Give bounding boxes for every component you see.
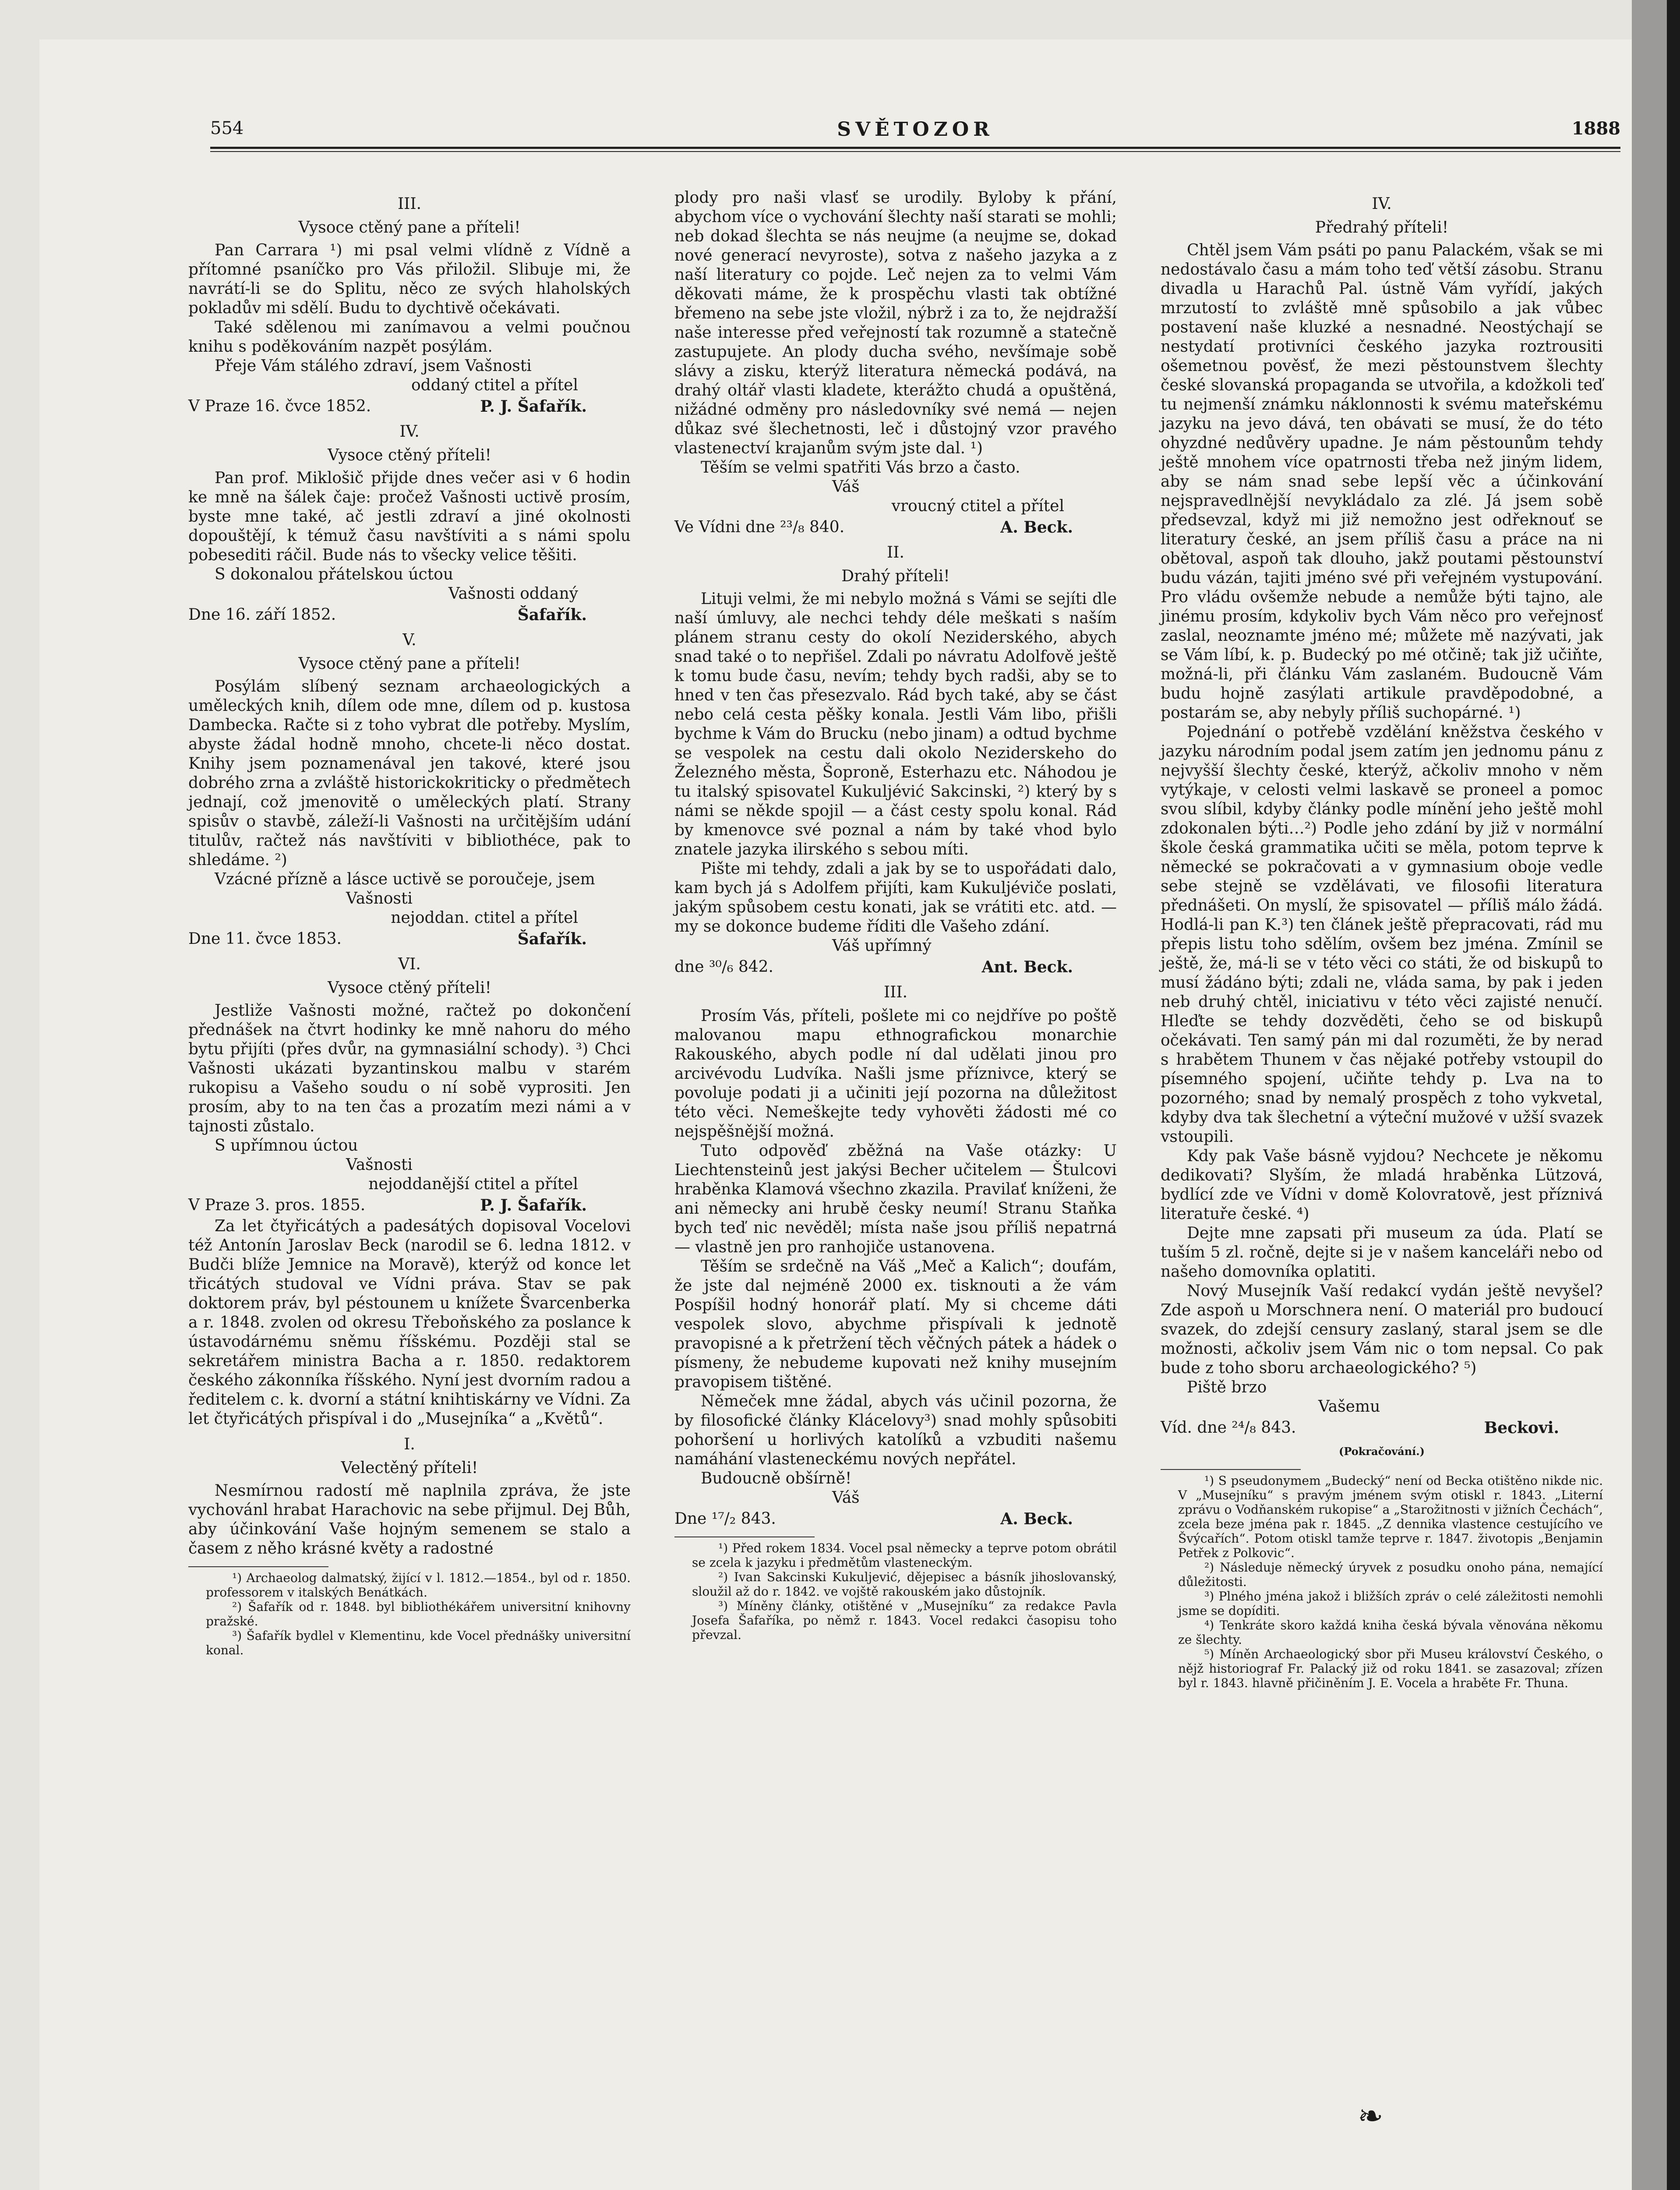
footnote: ²) Šafařík od r. 1848. byl bibliothékářem universitní knihovny pražské. xyxy=(206,1600,631,1628)
paragraph: Posýlám slíbený seznam archaeologických a uměleckých knih, dílem ode mne, dílem od p. kustosa Dambecka. Račte si z toho vybrat dle potřeby. Myslím, abyste žádal hodně mnoho, chcete-li něco dostat. Knihy jsem poznamenával jen takové, které jsou dobrého zrna a zvláště historickokriticky o předmětech jednají, což jmenovitě o uměleckých platí. Strany spisův o stavbě, záleží-li Vašnosti na určitějším udání titulův, račtež nás navštíviti v bibliothéce, pak to shledáme. ²) xyxy=(188,678,631,869)
closing-line: Vašnosti oddaný xyxy=(448,585,578,603)
paragraph: S dokonalou přátelskou úctou xyxy=(215,565,454,583)
letter-date: Dne ¹⁷/₂ 843. xyxy=(674,1510,776,1528)
paragraph: Němeček mne žádal, abych vás učinil pozorna, že by filosofické články Klácelovy³) snad mohly spůsobiti pohoršení u horlivých katolíků a vzbuditi našemu namáhání vlasteneckému nových nepřátel. xyxy=(674,1392,1117,1468)
footnote: ¹) S pseudonymem „Budecký“ není od Becka otištěno nikde nic. V „Musejníku“ s pravým jménem svým otiskl r. 1843. „Literní zprávu o Vodňanském rukopise“ a „Starožitnosti v jižních Čechách“, zcela beze jména pak r. 1845. „Z dennika vlastence cestujícího ve Švýcařích“. Potom otiskl tamže teprve r. 1847. životopis „Benjamin Petřek z Polkovic“. xyxy=(1178,1473,1603,1560)
ornament-icon: ❧ xyxy=(1358,2098,1384,2134)
footnote: ²) Následuje německý úryvek z posudku onoho pána, nemající důležitosti. xyxy=(1178,1560,1603,1589)
letter-signature: P. J. Šafařík. xyxy=(480,397,587,416)
paragraph: Těším se srdečně na Váš „Meč a Kalich“; doufám, že jste dal nejméně 2000 ex. tisknouti a že vám Pospíšil hodný honorář platí. My si chceme dáti vespolek slovo, abychme přispívali k jednotě pravopisné a k přetržení těch věčných pátek a hádek o písmeny, že nebudeme kupovati než knihy musejním pravopisem tištěné. xyxy=(674,1257,1117,1391)
salutation: Velectěný příteli! xyxy=(341,1459,478,1477)
paragraph: Pojednání o potřebě vzdělání kněžstva českého v jazyku národním podal jsem zatím jen jednomu pánu z nejvyšší šlechty české, kterýž, ačkoliv mnoho v něm vytýkaje, v celosti velmi laskavě se proneel a pomoc svou slíbil, kdyby články podle mínění jeho ještě mohl zdokonalen býti…²) Podle jeho zdání by již v normální škole česká grammatika učiti se měla, potom teprve k německé se pokračovati a v gymnasium oboje vedle sebe stejně se vzdělávati, ve filosofii literatura přednášeti. On myslí, že spisovatel — příliš málo žádá. Hodlá-li pan K.³) ten článek ještě přepracovati, rád mu přepis listu toho sdělím, ovšem bez jména. Zmínil se ještě, že, má-li se v této věci co státi, že od biskupů to musí žádáno býti; zdali ne, vláda sama, by pak i jeden neb druhý chtěl, iniciativu v této věci zajisté nenučí. Hleďte se tehdy dozvěděti, čeho se od biskupů očekávati. Ten samý pán mi dal rozuměti, že by nerad s hrabětem Thunem v čas nějaké potřeby vstoupil do písemného spojení, učiňte tehdy p. Lva na to pozorného; snad by nemalý prospěch z toho vykvetal, kdyby dva tak šlechetní a výteční mužové v užší svazek vstoupili. xyxy=(1161,723,1603,1146)
letter-signature: Ant. Beck. xyxy=(981,958,1073,976)
footnote: ³) Šafařík bydlel v Klementinu, kde Vocel přednášky universitní konal. xyxy=(206,1628,631,1657)
signature-line xyxy=(1161,1418,1603,1438)
paragraph: Budoucně obšírně! xyxy=(701,1469,852,1487)
paragraph: Pište mi tehdy, zdali a jak by se to uspořádati dalo, kam bych já s Adolfem přijíti, kam Kukuljéviče poslati, jakým spůsobem cestu konati, jak se vrátiti etc. atd. — my se dokonce budeme říditi dle Vašeho zdání. xyxy=(674,860,1117,936)
paragraph: Kdy pak Vaše básně vyjdou? Nechcete je někomu dedikovati? Slyším, že mladá hraběnka Lützová, bydlící zde ve Vídni v domě Kolovratově, jest příznivá literatuře české. ⁴) xyxy=(1161,1147,1603,1223)
letter-date: Víd. dne ²⁴/₈ 843. xyxy=(1161,1419,1296,1437)
signature-line xyxy=(188,397,631,416)
paragraph: Jestliže Vašnosti možné, račtež po dokončení přednášek na čtvrt hodinky ke mně nahoru do mého bytu přijíti (přes dvůr, na gymnasiální schody). ³) Chci Vašnosti ukázati byzantinskou malbu v starém rukopisu a Vašeho soudu o ní sobě vyprositi. Jen prosím, aby to na ten čas a prozatím mezi námi a v tajnosti zůstalo. xyxy=(188,1002,631,1135)
signature-line xyxy=(188,1196,631,1215)
scan-edge xyxy=(1632,0,1667,2190)
closing-line: oddaný ctitel a přítel xyxy=(411,376,578,394)
paragraph: Přeje Vám stálého zdraví, jsem Vašnosti xyxy=(215,357,532,375)
letter-date: Ve Vídni dne ²³/₈ 840. xyxy=(674,518,845,536)
section-heading: VI. xyxy=(398,955,421,973)
footnote-rule xyxy=(1161,1469,1301,1470)
section-heading: III. xyxy=(883,983,908,1001)
section-heading: II. xyxy=(887,544,904,562)
section-heading: IV. xyxy=(399,423,420,441)
letter-signature: P. J. Šafařík. xyxy=(480,1196,587,1215)
section-heading: V. xyxy=(402,631,416,649)
paragraph: Vzácné přízně a lásce uctivě se poroučeje, jsem xyxy=(215,870,595,888)
closing-line: nejoddanější ctitel a přítel xyxy=(368,1175,578,1193)
column-middle xyxy=(674,188,1117,1642)
letter-signature: Šafařík. xyxy=(517,930,587,948)
footnote: ¹) Archaeolog dalmatský, žijící v l. 1812.—1854., byl od r. 1850. professorem v italských Benátkách. xyxy=(206,1571,631,1600)
paragraph: Pan prof. Miklošič přijde dnes večer asi v 6 hodin ke mně na šálek čaje: pročež Vašnosti uctivě prosím, byste mne také, ač jestli zdraví a jiné okolnosti dopouštějí, k témuž času navštíviti a s námi spolu pobesediti ráčil. Bude nás to všecky velice těšiti. xyxy=(188,469,631,564)
footnote: ⁵) Míněn Archaeologický sbor při Museu království Českého, o nějž historiograf Fr. Palacký již od roku 1841. se zasazoval; zřízen byl r. 1843. hlavně přičiněním J. E. Vocela a hraběte Fr. Thuna. xyxy=(1178,1647,1603,1690)
journal-title: SVĚTOZOR xyxy=(837,118,994,141)
paragraph: Nový Musejník Vaší redakcí vydán ještě nevyšel? Zde aspoň u Morschnera není. O materiál pro budoucí svazek, do zdejší censury zaslaný, staral jsem se dle možnosti, ačkoliv jsem Vám nic o tom nepsal. Co pak bude z toho sboru archaeologického? ⁵) xyxy=(1161,1282,1603,1377)
closing-line: Vašnosti xyxy=(346,890,413,908)
section-heading: III. xyxy=(397,195,422,213)
paragraph: Tuto odpověď zběžná na Vaše otázky: U Liechtensteinů jest jakýsi Becher učitelem — Štulcovi hraběnka Klamová všechno zkazila. Pravilať kníženi, že ani německy ani hrubě česky neumí! Stranu Staňka bych teď nic nevěděl; místa naše jsou příliš nepatrná — vlastně jen pro ranhojiče ustanovena. xyxy=(674,1142,1117,1256)
paragraph: Také sdělenou mi zanímavou a velmi poučnou knihu s poděkováním nazpět posýlám. xyxy=(188,318,631,356)
closing-line: vroucný ctitel a přítel xyxy=(891,497,1064,515)
signature-line xyxy=(674,1509,1117,1529)
paragraph: Nesmírnou radostí mě naplnila zpráva, že jste vychovánl hrabat Harachovic na sebe přijmul. Dej Bůh, aby účinkování Vaše hojným semenem se stalo a časem z něho krásné květy a radostné xyxy=(188,1482,631,1558)
letter-signature: Beckovi. xyxy=(1484,1419,1559,1437)
closing-line: Váš xyxy=(832,1489,860,1507)
page-number: 554 xyxy=(210,118,244,138)
closing-line: Váš xyxy=(832,478,860,496)
year: 1888 xyxy=(1571,118,1620,139)
salutation: Vysoce ctěný příteli! xyxy=(328,979,491,997)
footnote-rule xyxy=(188,1566,328,1567)
column-right xyxy=(1161,188,1603,1690)
signature-line xyxy=(188,605,631,625)
letter-date: Dne 16. září 1852. xyxy=(188,606,336,624)
continuation-note: (Pokračování.) xyxy=(1339,1445,1425,1458)
paragraph: S upřímnou úctou xyxy=(215,1137,358,1155)
header-rule-thin xyxy=(210,151,1620,152)
signature-line xyxy=(188,929,631,949)
closing-line: Váš upřímný xyxy=(832,937,932,955)
footnote: ³) Plného jména jakož i bližších zpráv o celé záležitosti nemohli jsme se dopíditi. xyxy=(1178,1589,1603,1618)
letter-signature: A. Beck. xyxy=(1000,1510,1073,1528)
paragraph: Prosím Vás, příteli, pošlete mi co nejdříve po poště malovanou mapu ethnografickou monarchie Rakouského, abych podle ní dal udělati jinou pro arcivévodu Ludvíka. Našli jsme příznivce, který se povoluje podati ji a učiniti její pozorna na důležitost této věci. Nemeškejte tedy vyhověti žádosti mé co nejspěšnější možná. xyxy=(674,1007,1117,1141)
paragraph: Piště brzo xyxy=(1187,1378,1267,1396)
letter-date: Dne 11. čvce 1853. xyxy=(188,930,342,948)
footnote: ⁴) Tenkráte skoro každá kniha česká bývala věnována někomu ze šlechty. xyxy=(1178,1618,1603,1647)
paragraph: Za let čtyřicátých a padesátých dopisoval Vocelovi též Antonín Jaroslav Beck (narodil se 6. ledna 1812. v Budči blíže Jemnice na Moravě), kterýž od konce let třicátých studoval ve Vídni práva. Stav se pak doktorem práv, byl péstounem u knížete Švarcenberka a r. 1848. zvolen od okresu Třeboňského za poslance k ústavodárnému sněmu říšskému. Později stal se sekretářem ministra Bacha a r. 1850. redaktorem českého zákonníka říšského. Nyní jest dvorním radou a ředitelem c. k. dvorní a státní knihtiskárny ve Vídni. Za let čtyřicátých přispíval i do „Musejníka“ a „Květů“. xyxy=(188,1217,631,1428)
section-heading: I. xyxy=(404,1435,415,1453)
letter-date: dne ³⁰/₆ 842. xyxy=(674,958,774,976)
footnote: ²) Ivan Sakcinski Kukuljević, dějepisec a básník jihoslovanský, sloužil až do r. 1842. ve vojště rakouském jako důstojník. xyxy=(692,1570,1117,1599)
column-left xyxy=(188,188,631,1657)
salutation: Drahý příteli! xyxy=(841,567,950,585)
paragraph: Lituji velmi, že mi nebylo možná s Vámi se sejíti dle naší úmluvy, ale nechci tehdy déle meškati s naším plánem stranu cesty do okolí Neziderského, abych snad také o to nepřišel. Zdali po návratu Adolfově ještě k tomu bude času, nevím; tehdy bych radši, aby se to hned v ten čas přesezvalo. Rád bych také, aby se část nebo celá cesta pěšky konala. Jestli Vám libo, přišli bychme k Vám do Brucku (nebo jinam) a odtud bychme se vespolek na cestu dali okolo Neziderskeho do Železného města, Šoproně, Esterhazu etc. Náhodou je tu italský spisovatel Kukuljévić Sakcinski, ²) který by s námi se někde spojil — a část cesty spolu konal. Rád by kmenovce své poznal a nám by také vhod bylo znatele jazyka ilirského s sebou míti. xyxy=(674,590,1117,858)
paragraph: plody pro naši vlasť se urodily. Byloby k přání, abychom více o vychování šlechty naší starati se mohli; neb dokad šlechta se nás neujme (a neujme se, dokad nové generací nevyroste), sotva z našeho jazyka a z naší literatury co pojde. Leč nejen za to velmi Vám děkovati máme, že k prospěchu vlasti tak obtížné břemeno na sebe jste vložil, nýbrž i za to, že nejdražší naše interesse před veřejností tak rozumně a statečně zastupujete. An plody ducha svého, nevšímaje sobě slávy a zisku, kterýž literatura německá podává, na drahý oltář vlasti kladete, kterážto chudá a opuštěná, nižádné odměny pro následovníky své nemá — nejen důkaz své šlechetnosti, leč i důstojný vzor pravého vlastenectví krajanům svým jste dal. ¹) xyxy=(674,189,1117,457)
section-heading: IV. xyxy=(1372,195,1392,213)
paragraph: Pan Carrara ¹) mi psal velmi vlídně z Vídně a přítomné psaníčko pro Vás přiložil. Slibuje mi, že navrátí-li se do Splitu, něco ze svých hlaholských pokladův mi sdělí. Budu to dychtivě očekávati. xyxy=(188,241,631,317)
salutation: Vysoce ctěný pane a příteli! xyxy=(298,219,521,237)
scan-border xyxy=(1667,0,1680,2190)
closing-line: Vašnosti xyxy=(346,1156,413,1174)
salutation: Vysoce ctěný příteli! xyxy=(328,446,491,464)
signature-line xyxy=(674,518,1117,537)
paragraph: Těším se velmi spatřiti Vás brzo a často. xyxy=(701,459,1020,477)
closing-line: nejoddan. ctitel a přítel xyxy=(391,909,578,927)
letter-date: V Praze 3. pros. 1855. xyxy=(188,1196,366,1214)
header-rule xyxy=(210,147,1620,149)
paragraph: Dejte mne zapsati při museum za úda. Platí se tuším 5 zl. ročně, dejte si je v našem kanceláři nebo od našeho domovníka oplatiti. xyxy=(1161,1224,1603,1281)
footnote: ¹) Před rokem 1834. Vocel psal německy a teprve potom obrátil se zcela k jazyku i předmětům vlasteneckým. xyxy=(692,1541,1117,1570)
letter-signature: A. Beck. xyxy=(1000,518,1073,537)
closing-line: Vašemu xyxy=(1318,1398,1380,1416)
signature-line xyxy=(674,957,1117,977)
paragraph: Chtěl jsem Vám psáti po panu Palackém, však se mi nedostávalo času a mám toho teď větší zásobu. Stranu divadla u Harachů Pal. ústně Vám vyřídí, jakých mrzutostí to zvláště mně spůsobilo a jak vůbec postavení naše kluzké a nesnadné. Neostýchají se nestydatí protivníci českého jazyka roztrousiti ošemetnou pověsť, že mezi pěstounstvem šlechty české slovanská propaganda se utvořila, a kdožkoli teď tu nejmenší známku náklonnosti k svému mateřskému jazyku na jevo dává, ten obávati se musí, že do této ohyzdné nedůvěry upadne. Je nám pěstounům tehdy ještě mnohem více opatrnosti třeba než jiným lidem, aby se nám snad sebe lepší věc a účinkování nejspravedlnější nevykládalo za zlé. Já jsem sobě předsevzal, když mi již nemožno jest odřeknouť se literatury české, an jsem příliš času a práce na ni obětoval, aspoň tak dlouho, jakž poutami pěstounství budu vázán, tajiti jméno své při veřejném vystupování. Pro vládu ovšemže nebude a nemůže býti tajno, ale jinému prosím, kdykoliv bych Vám něco pro veřejnosť zaslal, neoznamte jméno mé; můžete mě nazývati, jak se Vám líbí, k. p. Budecký po mé otčině; tak již učiňte, možná-li, při článku Vám zaslaném. Budoucně Vám budu hojně zasýlati artikule pravděpodobné, a postarám se, aby nebyly příliš suchopárné. ¹) xyxy=(1161,241,1603,722)
salutation: Vysoce ctěný pane a příteli! xyxy=(298,655,521,673)
letter-signature: Šafařík. xyxy=(517,606,587,624)
footnote: ³) Míněny články, otištěné v „Musejníku“ za redakce Pavla Josefa Šafaříka, po němž r. 1843. Vocel redakci časopisu toho převzal. xyxy=(692,1599,1117,1642)
salutation: Předrahý příteli! xyxy=(1315,219,1449,237)
letter-date: V Praze 16. čvce 1852. xyxy=(188,397,371,415)
page-header xyxy=(210,118,1620,145)
